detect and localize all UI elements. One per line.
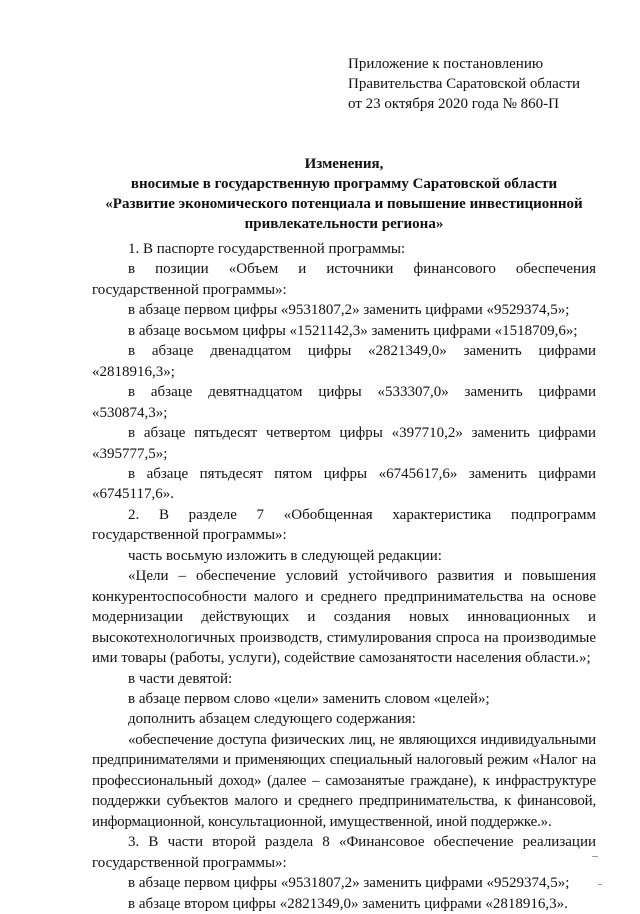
appendix-line-2: Правительства Саратовской области [348,76,581,92]
paragraph-7: в абзаце пятьдесят четвертом цифры «397710,2» заменить цифрами «395777,5»; [92,425,596,462]
title-line-2: вносимые в государственную программу Саратовской области [130,176,558,192]
paragraph-3: в абзаце первом цифры «9531807,2» заменить цифрами «9529374,5»; [128,302,570,319]
paragraph-1: 1. В паспорте государственной программы: [128,241,406,257]
scan-mark [592,856,598,857]
appendix-line-1: Приложение к постановлению [348,56,544,72]
paragraph-12: в части девятой: [128,670,233,687]
title-line-4: привлекательности региона» [244,216,444,232]
paragraph-17: в абзаце первом цифры «9531807,2» заменить цифрами «9529374,5»; [128,875,570,892]
paragraph-10: часть восьмую изложить в следующей редакции: [128,547,442,564]
paragraph-16: 3. В части второй раздела 8 «Финансовое обеспечение реализации государственной программы»: [92,834,596,871]
paragraph-13: в абзаце первом слово «цели» заменить словом «целей»; [128,690,490,707]
paragraph-5: в абзаце двенадцатом цифры «2821349,0» заменить цифрами «2818916,3»; [92,343,596,380]
document-title [92,154,596,234]
appendix-line-3: от 23 октября 2020 года № 860-П [348,96,560,112]
appendix-header [348,54,618,114]
title-line-3: «Развитие экономического потенциала и повышение инвестиционной [105,196,583,212]
document-body [92,239,596,914]
paragraph-11: «Цели – обеспечение условий устойчивого развития и повышения конкурентоспособности малого и среднего предпринимательства на основе модернизации действующих и создания новых инновационных и высокотехнологичных производств, стимулирования спроса на производимые ими товары (работы, услуги), содействие самозанятости населения области.»; [92,568,596,667]
title-line-1: Изменения, [304,156,384,172]
paragraph-15: «обеспечение доступа физических лиц, не являющихся индивидуальными предпринимателями и применяющих специальный налоговый режим «Налог на профессиональный доход» (далее – самозанятые граждане), к инфраструктуре поддержки субъектов малого и среднего предпринимательства, к финансовой, информационной, консультационной, имущественной, иной поддержке.». [92,731,596,830]
paragraph-2: в позиции «Объем и источники финансового обеспечения государственной программы»: [92,261,596,298]
paragraph-9: 2. В разделе 7 «Обобщенная характеристика подпрограмм государственной программы»: [92,506,596,544]
paragraph-8: в абзаце пятьдесят пятом цифры «6745617,6» заменить цифрами «6745117,6». [92,465,596,503]
paragraph-14: дополнить абзацем следующего содержания: [128,711,416,728]
paragraph-4: в абзаце восьмом цифры «1521142,3» заменить цифрами «1518709,6»; [128,322,578,339]
paragraph-18: в абзаце втором цифры «2821349,0» заменить цифрами «2818916,3». [128,895,568,912]
scan-mark [598,884,602,885]
paragraph-6: в абзаце девятнадцатом цифры «533307,0» заменить цифрами «530874,3»; [92,384,596,421]
